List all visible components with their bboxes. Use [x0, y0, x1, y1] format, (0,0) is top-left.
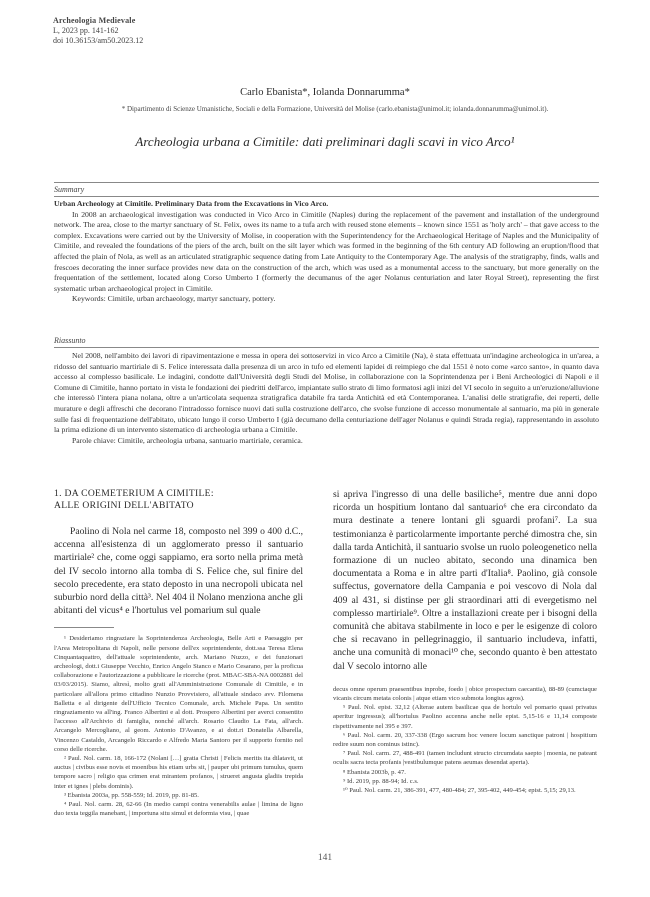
summary-label-rule — [54, 196, 599, 197]
footnotes-right — [333, 685, 597, 795]
summary-label: Summary — [54, 185, 85, 194]
footnote: ⁷ Paul. Nol. carm. 27, 488-491 (tamen includunt structo circumdata saepto | moenia, ne pateant oculis sacra tecta profanis |vestibulumque patens aeumas desendat aperta). — [333, 750, 597, 767]
footnote: ⁵ Paul. Nol. epist. 32,12 (Alterae autem basilicae qua de hortulo vel pomario quasi privatus aperitur ingressus); all'hortulus Paolino accenna anche nelle epist. 5,15-16 e 11,14 composte rispettivamente nel 395 e 397. — [333, 704, 597, 730]
riassunto-text: Nel 2008, nell'ambito dei lavori di ripavimentazione e messa in opera dei sottoservizi in vico Arco a Cimitile (Na), è stata effettuata un'indagine archeologica in un'area, a ridosso del santuario martiriale di S. Felice interessata dalla presenza di un arco in tufo ed elementi lapidei di reimpiego che dal 1551 è noto come «arco santo», in quanto dava accesso al complesso basilicale. Le indagini, condotte dall'Università degli Studi del Molise, in collaborazione con la Soprintendenza per i Beni Archeologici di Napoli e il Comune di Cimitile, hanno portato in vista le fondazioni dei piedritti dell'arco, impiantate sullo strato di limo formatosi agli inizi del VI secolo in seguito a un'eruzione/alluvione che interessò l'intera piana nolana, oltre a un'articolata sequenza stratigrafica databile fra tarda Antichità ed età Contemporanea. L'analisi delle stratigrafie, dei reperti, delle murature e degli affreschi che decorano l'intradosso fornisce nuovi dati sulla costruzione dell'arco, che svolse funzione di accesso monumentale al santuario, ma più in generale sulle fasi di frequentazione dell'abitato, ubicato lungo il corso Umberto I (già decumano della centuriazione dell'ager Nolanus e quindi Strada regia), rappresentando in assoluto la prima edizione di un intervento sistematico di archeologia urbana a Cimitile. — [54, 351, 599, 435]
section-heading-line1: 1. DA COEMETERIUM A CIMITILE: — [54, 488, 214, 499]
journal-header — [53, 16, 143, 46]
section-paragraph-left: Paolino di Nola nel carme 18, composto nel 399 o 400 d.C., accenna all'esistenza di un agglomerato presso il santuario martiriale² che, come oggi sappiamo, era sorto nella prima metà del IV secolo intorno alla tomba di S. Felice che, sul finire del secolo precedente, era stato deposto in una necropoli ubicata nel suburbio nord della città³. Nel 404 il Nolano menziona anche gli abitanti del vicus⁴ e l'hortulus vel pomarium sul quale — [54, 526, 303, 617]
affiliation: * Dipartimento di Scienze Umanistiche, Sociali e della Formazione, Università del Molise (carlo.ebanista@unimol.it; iolanda.donnarumma@unimol.it). — [121, 105, 549, 113]
riassunto-rule — [54, 347, 599, 348]
section-heading-line2: ALLE ORIGINI DELL'ABITATO — [54, 500, 194, 511]
footnote: ⁴ Paul. Nol. carm. 28, 62-66 (In medio campi contra venerabilis aulae | limina de ligno duo texta teggila manebant, | importuna situ simul et deformia visu, | quae — [54, 801, 303, 818]
summary-abstract — [54, 199, 599, 305]
footnotes-left — [54, 634, 303, 818]
summary-keywords: Keywords: Cimitile, urban archaeology, martyr sanctuary, pottery. — [72, 294, 276, 304]
journal-doi: doi 10.36153/am50.2023.12 — [53, 36, 144, 45]
footnote: ⁶ Paul. Nol. carm. 20, 337-338 (Ergo sacrum hoc venere locum sanctique patroni | hospitium redire suum non cominus istinc). — [333, 731, 597, 749]
section-paragraph-right: si apriva l'ingresso di una delle basiliche⁵, mentre due anni dopo ricorda un hospitium lontano dal santuario⁶ che era circondato da mura destinate a tenere lontani gli sguardi profani⁷. La sua testimonianza è particolarmente importante perché dimostra che, sin dalla tarda Antichità, il santuario svolse un ruolo poleogenetico nella formazione di un nucleo abitato, secondo una dinamica ben documentata a Roma e in altre parti d'Italia⁸. Paolino, già console suffectus, governatore della Campania e poi vescovo di Nola dal 409 al 431, si distinse per gli straordinari atti di evergetismo nel complesso martiriale⁹. Oltre a installazioni create per i bisogni della comunità che abitava stabilmente in loco e per le esigenze di coloro che si recavano in pellegrinaggio, il santuario includeva, infatti, anche una comunità di monaci¹⁰ che, secondo quanto è ben attestato dal V secolo intorno alle — [333, 489, 597, 672]
riassunto-label: Riassunto — [54, 336, 86, 345]
summary-rule — [54, 182, 599, 183]
summary-text: In 2008 an archaeological investigation was conducted in Vico Arco in Cimitile (Naples) during the replacement of the pavement and installation of the underground network. The area, close to the martyr sanctuary of St. Felix, owes its name to a tufa arch with reused stone elements – known since 1551 as 'holy arch' – that gave access to the complex. Excavations were carried out by the University of Molise, in cooperation with the Superintendency for the Archaeological Heritage of Naples and the Municipality of Cimitile, and revealed the foundations of the piers of the arch, built on the silt layer which was formed in the beginning of the 6th century AD following an eruption/flood that affected the plain of Nola, as well as an articulated stratigraphic sequence dating from Late Antiquity to the Contemporary Age. The analysis of the stratigraphy, finds, walls and frescoes decorating the inner surface provides new data on the construction of the arch, which was used as a monumental access to the sanctuary, but more generally on the frequentation of the settlement, located along Corso Umberto I (formerly the decumanus of the ager Nolanus centuriation and later Royal Street), representing the first systematic urban archaeological project in Cimitile. — [54, 209, 599, 293]
footnote-rule — [54, 627, 114, 628]
footnote: ² Paul. Nol. carm. 18, 166-172 (Nolani […] gratia Christi | Felicis meritis ita dilatavit, ut auctus | civibus esse novis et moenibus his etiam urbs sit, | pauper ubi primum tumulus, quem tempore sacro | religio qua crimen erat mirantem profanos, | strueret angusta gladiis trepida inter et ignes | plebs dominis). — [54, 755, 303, 790]
right-column — [333, 488, 597, 795]
journal-title: Archeologia Medievale — [53, 16, 136, 25]
page-number: 141 — [317, 853, 333, 863]
riassunto-abstract — [54, 351, 599, 446]
footnote: ¹⁰ Paul. Nol. carm. 21, 386-391, 477, 480-484; 27, 395-402, 449-454; epist. 5,15; 29,13. — [343, 787, 576, 795]
section-heading — [54, 488, 303, 512]
summary-heading: Urban Archeology at Cimitile. Preliminary Data from the Excavations in Vico Arco. — [54, 199, 329, 208]
footnote: decus omne operum praesentibus inprobe, foedo | obice prospectum caecantia), 88-89 (cumctaque vicanis circum metata colonis | atque etiam vico submota longius agros). — [333, 685, 597, 703]
authors: Carlo Ebanista*, Iolanda Donnarumma* — [240, 87, 410, 98]
footnote: ⁸ Ebanista 2003b, p. 47. — [343, 768, 406, 776]
left-column — [54, 488, 303, 818]
riassunto-keywords: Parole chiave: Cimitile, archeologia urbana, santuario martiriale, ceramica. — [72, 435, 303, 445]
footnote: ³ Ebanista 2003a, pp. 558-559; Id. 2019, pp. 81-85. — [64, 791, 199, 799]
footnote: ⁹ Id. 2019, pp. 88-94; Id. c.s. — [343, 777, 419, 785]
footnote: ¹ Desideriamo ringraziare la Soprintendenza Archeologia, Belle Arti e Paesaggio per l'Area Metropolitana di Napoli, nelle persone dell'ex soprintendente, dott.ssa Teresa Elena Cinquantaquattro, dell'attuale soprintendente, arch. Mariano Nuzzo, e dei funzionari archeologi, dott.i Giuseppe Vecchio, Enrico Angelo Stanco e Mario Cesarano, per la proficua collaborazione e l'autorizzazione a pubblicare le ricerche (prot. MBAC-SBA-NA 0002881 del 03/03/2015). Siamo, altresì, molto grati all'Amministrazione Comunale di Cimitile, e in particolare all'allora primo cittadino Nunzio Provvisiero, all'attuale sindaco avv. Filomena Balletta e al dirigente dell'Ufficio Tecnico Comunale, arch. Michele Papa. Un sentito ringraziamento va all'ing. Franco Albertini e al dott. Prospero Albertini per averci consentito l'accesso all'Archivio di famiglia, nonché all'arch. Rosario Claudio La Fata, all'arch. Arcangelo Mercogliano, al geom. Antonio D'Avanzo, e ai dott.ri Donatella Albarella, Vincenzo Castaldo, Arcangelo Riccardo e Alfredo Maria Santoro per il supporto fornito nel corso delle ricerche. — [54, 635, 303, 753]
article-title: Archeologia urbana a Cimitile: dati preliminari dagli scavi in vico Arco¹ — [135, 134, 515, 149]
journal-volume: L, 2023 pp. 141-162 — [53, 26, 119, 35]
